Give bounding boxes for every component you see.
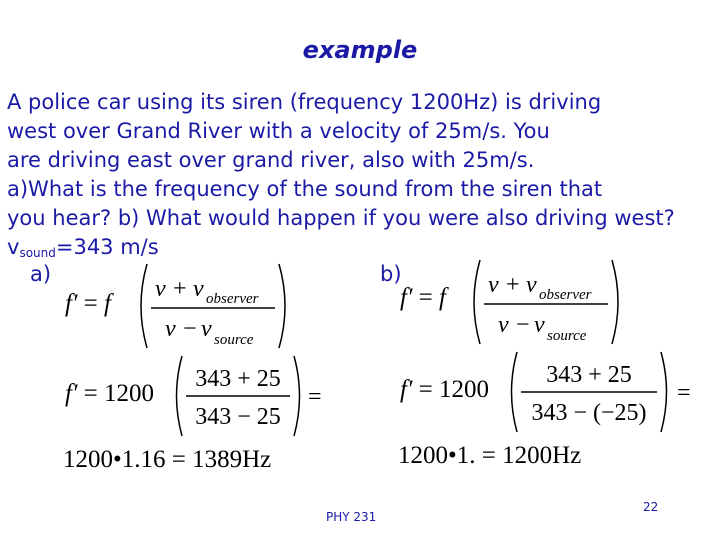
observer-subscript: observer <box>206 291 259 307</box>
f-prime: f′ <box>65 290 78 317</box>
substitution-fraction-a <box>170 352 340 440</box>
v-symbol: v <box>488 272 499 298</box>
substitution-fraction-b <box>505 348 700 436</box>
doppler-formula-a <box>65 290 111 318</box>
footer-course: PHY 231 <box>326 510 377 524</box>
doppler-fraction-a <box>133 258 293 354</box>
equals-sign: = <box>418 284 433 311</box>
equals-sign: = <box>677 380 691 406</box>
source-subscript: source <box>547 328 587 344</box>
problem-line: west over Grand River with a velocity of 25m/s. You <box>7 119 550 143</box>
page-number: 22 <box>643 500 659 514</box>
right-paren <box>661 352 667 432</box>
minus-sign: − <box>516 312 530 338</box>
observer-subscript: observer <box>539 287 592 303</box>
doppler-fraction-b <box>466 254 626 350</box>
slide-title: example <box>302 36 418 64</box>
left-paren <box>177 356 183 436</box>
numerator: 343 + 25 <box>546 362 632 388</box>
left-paren <box>474 260 480 344</box>
coefficient: 1200 <box>439 376 490 403</box>
right-paren <box>279 264 285 348</box>
problem-line: are driving east over grand river, also with 25m/s. <box>7 148 535 172</box>
equals-sign: = <box>83 380 98 407</box>
problem-line: a)What is the frequency of the sound from the siren that <box>7 177 603 201</box>
v-source-symbol: v <box>201 316 212 342</box>
coefficient: 1200 <box>104 380 155 407</box>
substitution-b <box>400 376 489 404</box>
equals-sign: = <box>83 290 98 317</box>
v-symbol: v <box>155 276 166 302</box>
plus-sign: + <box>173 276 187 302</box>
denominator: 343 − (−25) <box>531 400 647 426</box>
result-b: 1200•1. = 1200Hz <box>398 442 582 469</box>
part-a-label: a) <box>30 262 52 286</box>
right-paren <box>294 356 300 436</box>
problem-line: A police car using its siren (frequency 1200Hz) is driving <box>7 90 602 114</box>
v-observer-symbol: v <box>526 272 537 298</box>
right-paren <box>612 260 618 344</box>
result-a: 1200•1.16 = 1389Hz <box>63 446 272 473</box>
f-prime: f′ <box>65 380 78 407</box>
f-symbol: f <box>439 284 446 311</box>
v-symbol: v <box>165 316 176 342</box>
denominator: 343 − 25 <box>195 404 281 430</box>
problem-statement <box>7 88 717 268</box>
doppler-formula-b <box>400 284 446 312</box>
problem-line: you hear? b) What would happen if you were also driving west? <box>7 206 675 230</box>
plus-sign: + <box>506 272 520 298</box>
f-symbol: f <box>104 290 111 317</box>
substitution-a <box>65 380 154 408</box>
v-source-symbol: v <box>534 312 545 338</box>
sound-speed-symbol: v <box>7 235 20 259</box>
minus-sign: − <box>183 316 197 342</box>
v-symbol: v <box>498 312 509 338</box>
equals-sign: = <box>308 384 322 410</box>
equals-sign: = <box>418 376 433 403</box>
sound-speed-value: =343 m/s <box>55 235 159 259</box>
v-observer-symbol: v <box>193 276 204 302</box>
f-prime: f′ <box>400 376 413 403</box>
left-paren <box>512 352 518 432</box>
left-paren <box>141 264 147 348</box>
f-prime: f′ <box>400 284 413 311</box>
sound-speed-subscript: sound <box>19 246 56 260</box>
part-b-label: b) <box>380 262 402 286</box>
numerator: 343 + 25 <box>195 366 281 392</box>
source-subscript: source <box>214 332 254 348</box>
